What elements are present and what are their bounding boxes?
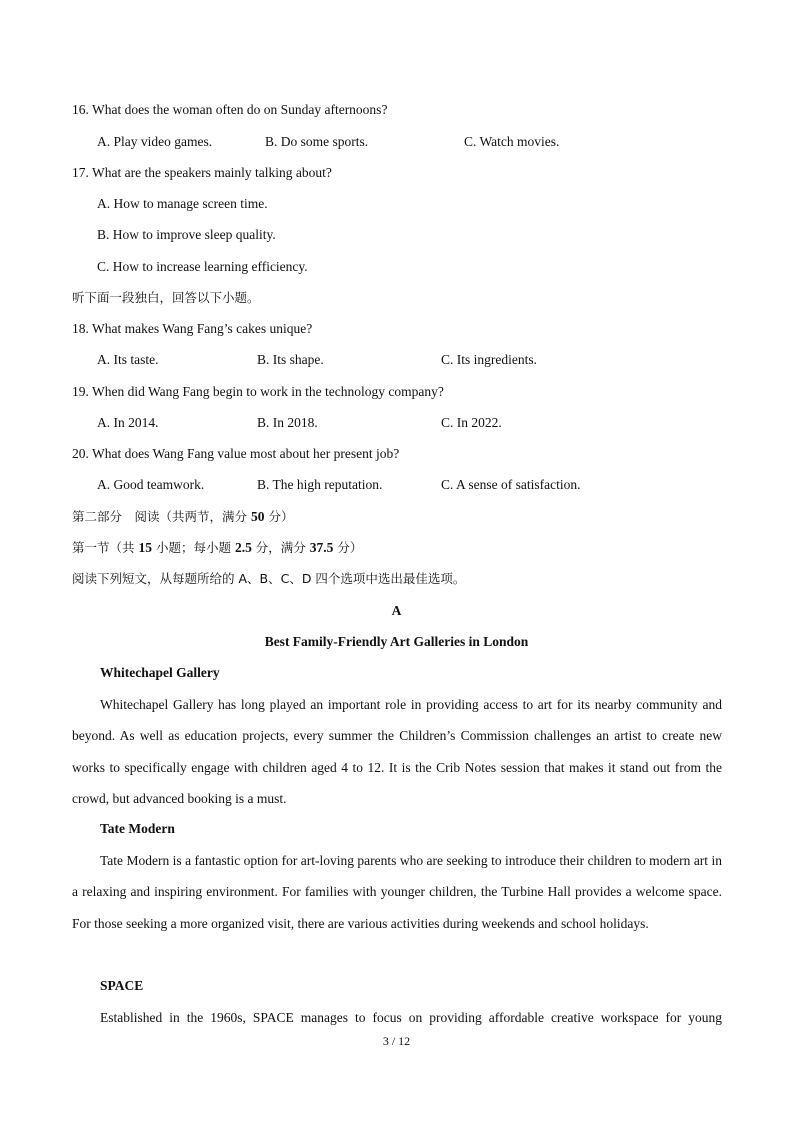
question-17-option-b: B. How to improve sleep quality. xyxy=(97,227,276,242)
question-16: 16. What does the woman often do on Sunday afternoons? xyxy=(72,102,388,117)
section-heading-tate-modern: Tate Modern xyxy=(100,821,175,836)
section-body-tate-modern: Tate Modern is a fantastic option for art-loving parents who are seeking to introduce their children to modern art in a relaxing and inspiring environment. For families with younger children, the Turbine Hall provides a welcome space. For those seeking a more organized visit, there are various activities during weekends and school holidays. xyxy=(72,853,722,931)
question-18: 18. What makes Wang Fang’s cakes unique? xyxy=(72,321,313,336)
section-body-space: Established in the 1960s, SPACE manages to focus on providing affordable creative workspace for young xyxy=(100,1010,722,1025)
question-19-option-a: A. In 2014. xyxy=(97,415,159,430)
question-18-option-a: A. Its taste. xyxy=(97,352,159,367)
section-heading-whitechapel: Whitechapel Gallery xyxy=(100,665,220,680)
question-20-option-a: A. Good teamwork. xyxy=(97,477,205,492)
part2-heading xyxy=(72,508,293,526)
question-16-option-c: C. Watch movies. xyxy=(464,134,560,149)
question-17-option-c: C. How to increase learning efficiency. xyxy=(97,259,308,274)
section1-text-c: 分，满分 xyxy=(251,540,310,555)
question-17: 17. What are the speakers mainly talking about? xyxy=(72,165,332,180)
question-20-option-c: C. A sense of satisfaction. xyxy=(441,477,581,492)
passage-title: Best Family-Friendly Art Galleries in London xyxy=(264,634,529,649)
question-20: 20. What does Wang Fang value most about her present job? xyxy=(72,446,400,461)
page-number: 3 / 12 xyxy=(382,1034,411,1048)
question-18-option-b: B. Its shape. xyxy=(257,352,324,367)
section-heading-space: SPACE xyxy=(100,978,144,993)
question-19-option-b: B. In 2018. xyxy=(257,415,318,430)
section1-text-d: 分） xyxy=(333,540,363,555)
section1-count: 15 xyxy=(138,540,152,555)
passage-letter: A xyxy=(391,603,402,618)
section1-each-score: 2.5 xyxy=(234,540,252,555)
section1-total-score: 37.5 xyxy=(309,540,334,555)
monologue-instruction: 听下面一段独白，回答以下小题。 xyxy=(72,290,260,305)
question-19: 19. When did Wang Fang begin to work in the technology company? xyxy=(72,384,444,399)
question-16-option-b: B. Do some sports. xyxy=(265,134,369,149)
question-16-option-a: A. Play video games. xyxy=(97,134,213,149)
section1-text-a: 第一节（共 xyxy=(72,540,139,555)
question-19-option-c: C. In 2022. xyxy=(441,415,502,430)
part2-heading-score: 50 xyxy=(250,509,265,524)
section1-heading xyxy=(72,539,362,557)
reading-instruction: 阅读下列短文，从每题所给的 A、B、C、D 四个选项中选出最佳选项。 xyxy=(72,571,466,586)
question-17-option-a: A. How to manage screen time. xyxy=(97,196,268,211)
part2-heading-prefix: 第二部分 阅读（共两节，满分 xyxy=(72,509,251,524)
question-20-option-b: B. The high reputation. xyxy=(257,477,383,492)
part2-heading-suffix: 分） xyxy=(264,509,294,524)
section1-text-b: 小题；每小题 xyxy=(151,540,235,555)
question-18-option-c: C. Its ingredients. xyxy=(441,352,537,367)
section-body-whitechapel: Whitechapel Gallery has long played an important role in providing access to art for its nearby community and beyond. As well as education projects, every summer the Children’s Commission challenges an artist to create new works to specifically engage with children aged 4 to 12. It is the Crib Notes session that makes it stand out from the crowd, but advanced booking is a must. xyxy=(72,697,722,807)
